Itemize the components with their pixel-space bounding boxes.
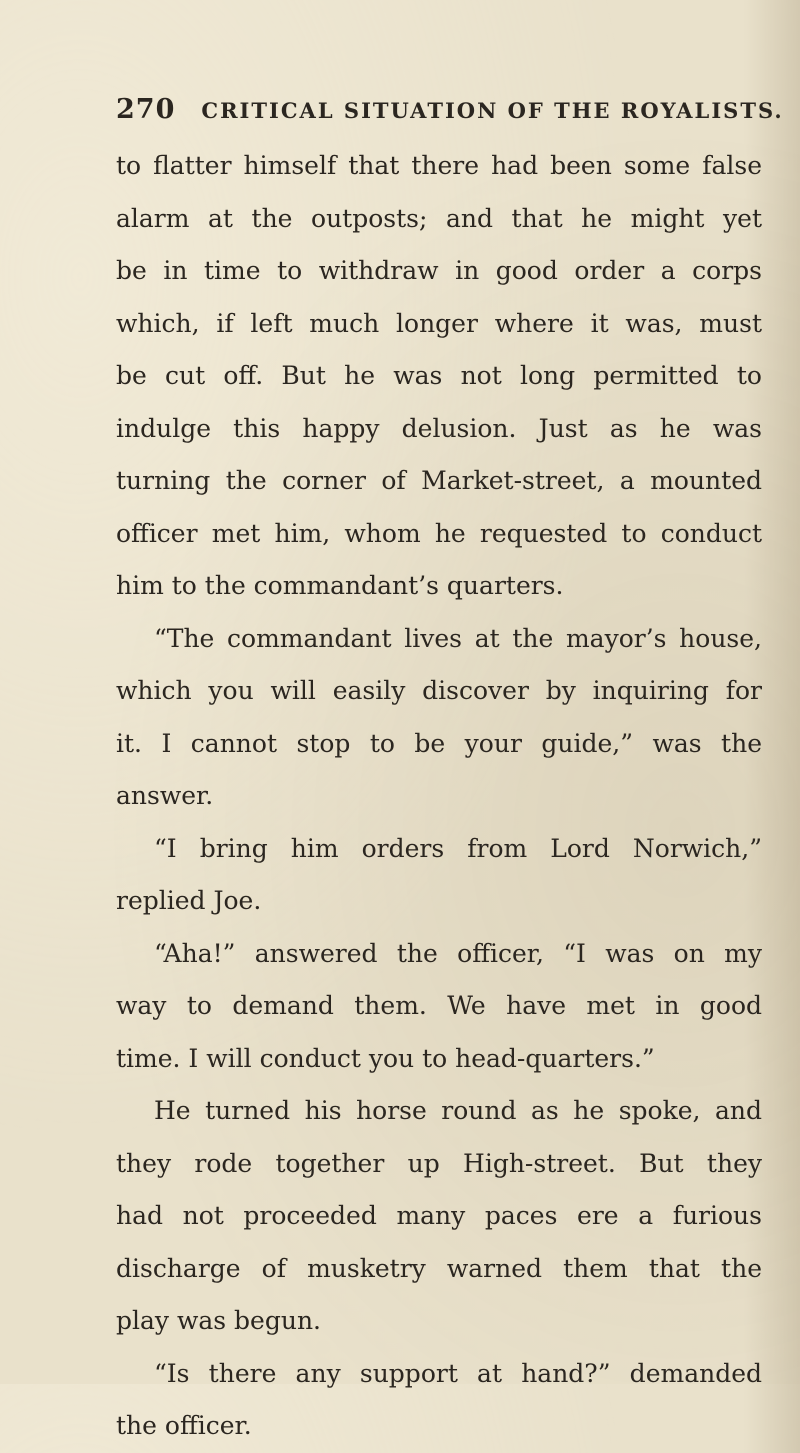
text-line: turning the corner of Market-street, a mounted [116,466,762,495]
running-head [116,94,784,134]
text-line: officer met him, whom he requested to conduct [116,518,762,548]
text-line: answer. [116,781,214,810]
text-line: it. I cannot stop to be your guide,” was the [116,728,762,758]
text-line: discharge of musketry warned them that the [116,1253,762,1283]
text-line: “Aha!” answered the officer, “I was on my [154,938,762,968]
text-line: play was begun. [116,1306,322,1335]
text-line: replied Joe. [116,886,262,915]
text-line: “Is there any support at hand?” demanded [154,1358,762,1388]
text-line: way to demand them. We have met in good [116,991,762,1020]
text-line: “The commandant lives at the mayor’s house, [154,623,762,653]
text-line: be cut off. But he was not long permitted to [116,361,762,390]
text-line: which, if left much longer where it was, must [116,308,762,338]
text-line: time. I will conduct you to head-quarters.” [116,1043,655,1073]
text-line: to flatter himself that there had been some false [116,151,762,180]
text-line: alarm at the outposts; and that he might yet [116,203,762,233]
body-text [116,140,762,1453]
text-line: which you will easily discover by inquiring for [116,676,762,705]
text-line: him to the commandant’s quarters. [116,571,564,600]
text-line: had not proceeded many paces ere a furious [116,1201,762,1230]
text-line: be in time to withdraw in good order a corps [116,256,762,285]
page-number: 270 [116,94,176,125]
text-line: “I bring him orders from Lord Norwich,” [154,833,762,863]
text-line: the officer. [116,1411,252,1440]
text-line: He turned his horse round as he spoke, and [154,1096,762,1125]
text-line: they rode together up High-street. But they [116,1148,762,1178]
running-title: CRITICAL SITUATION OF THE ROYALISTS. [201,98,784,123]
text-line: indulge this happy delusion. Just as he was [116,413,762,443]
